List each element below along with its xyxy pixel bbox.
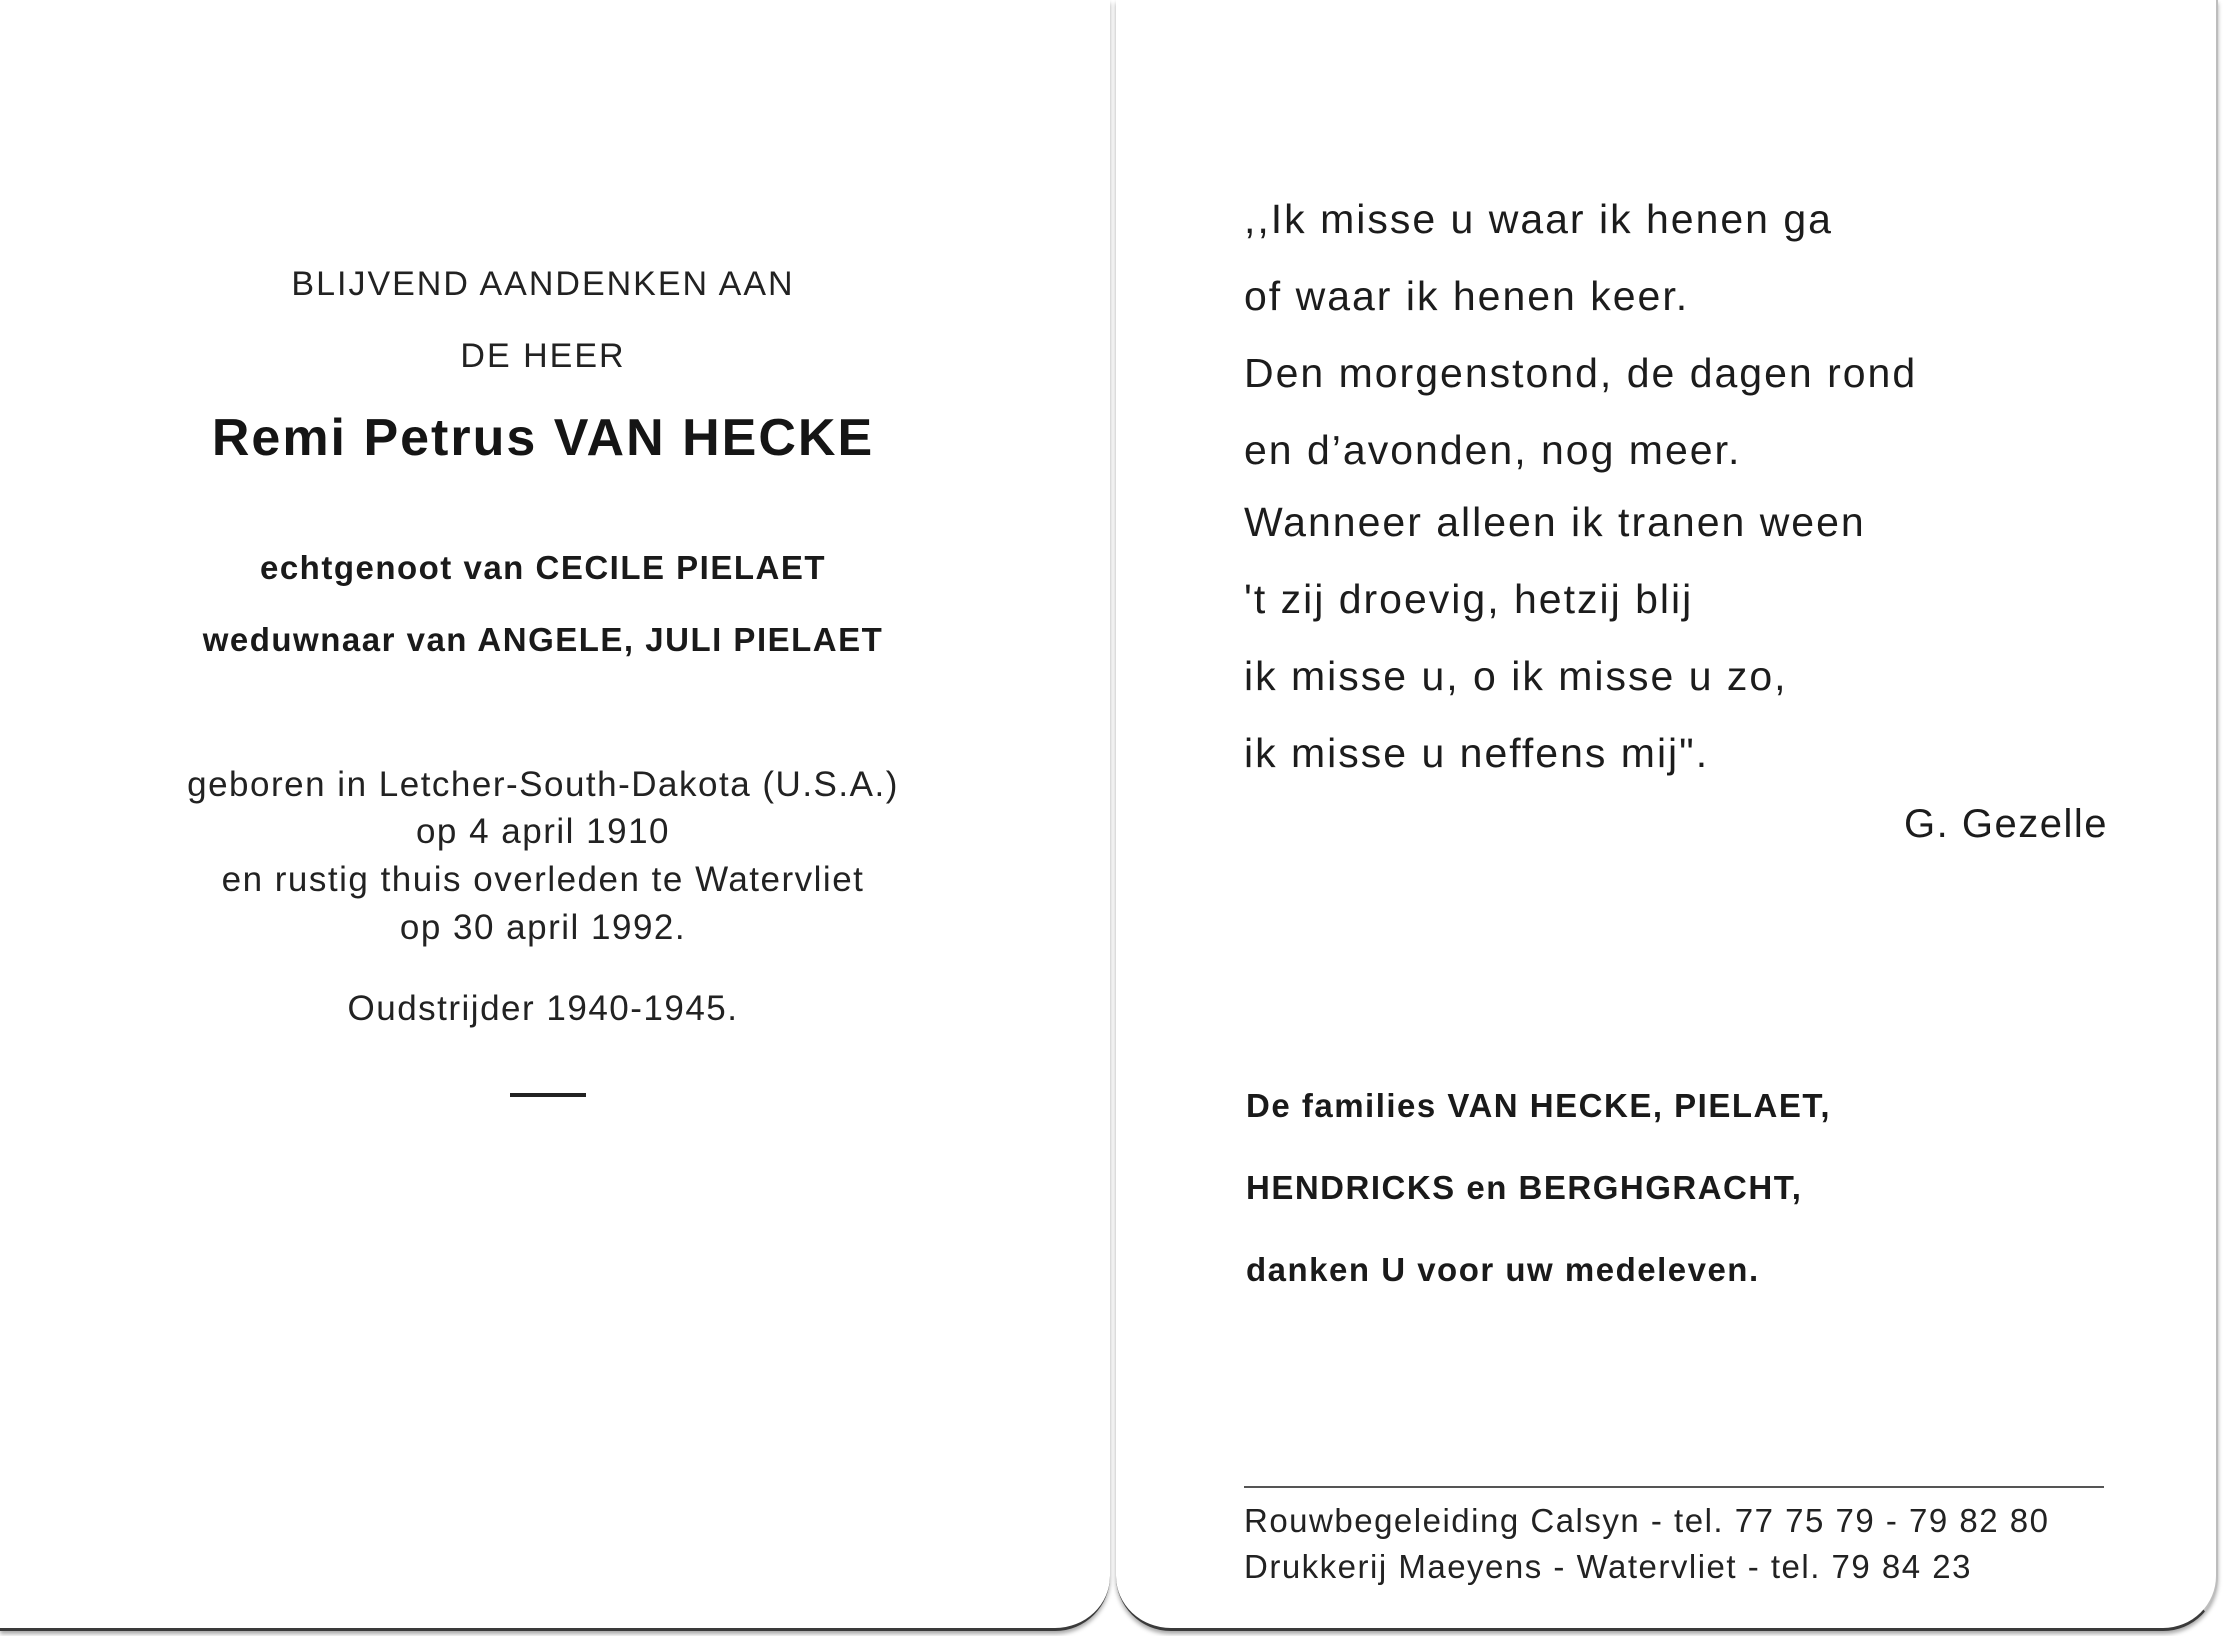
deceased-name: Remi Petrus VAN HECKE bbox=[211, 409, 875, 467]
divider-dash bbox=[510, 1093, 586, 1097]
left-card bbox=[0, 0, 1110, 1631]
poem-line: ik misse u, o ik misse u zo, bbox=[1244, 653, 1788, 699]
veteran-line: Oudstrijder 1940-1945. bbox=[347, 989, 739, 1028]
poem-line: ik misse u neffens mij". bbox=[1244, 730, 1710, 776]
funeral-service-credit: Rouwbegeleiding Calsyn - tel. 77 75 79 - 79 82 80 bbox=[1244, 1502, 2050, 1539]
footer-rule bbox=[1244, 1486, 2104, 1488]
memorial-heading: BLIJVEND AANDENKEN AAN bbox=[291, 265, 795, 303]
spouse-line: echtgenoot van CECILE PIELAET bbox=[259, 549, 827, 586]
thanks-line: HENDRICKS en BERGHGRACHT, bbox=[1246, 1169, 1803, 1206]
poem-line: Den morgenstond, de dagen rond bbox=[1244, 350, 1918, 396]
poem-line: Wanneer alleen ik tranen ween bbox=[1244, 499, 1866, 545]
thanks-line: De families VAN HECKE, PIELAET, bbox=[1246, 1087, 1832, 1124]
widower-line: weduwnaar van ANGELE, JULI PIELAET bbox=[202, 621, 884, 658]
poem-line: 't zij droevig, hetzij blij bbox=[1244, 576, 1694, 622]
title-heading: DE HEER bbox=[460, 337, 626, 375]
death-place: en rustig thuis overleden te Watervliet bbox=[221, 860, 865, 899]
printer-credit: Drukkerij Maeyens - Watervliet - tel. 79 84 23 bbox=[1244, 1548, 1973, 1585]
poem-line: of waar ik henen keer. bbox=[1244, 273, 1690, 319]
birth-date: op 4 april 1910 bbox=[415, 812, 671, 851]
birth-place: geboren in Letcher-South-Dakota (U.S.A.) bbox=[187, 765, 899, 804]
poem-author: G. Gezelle bbox=[1904, 802, 2108, 846]
poem-line: ,,Ik misse u waar ik henen ga bbox=[1244, 196, 1833, 242]
thanks-line: danken U voor uw medeleven. bbox=[1246, 1251, 1760, 1288]
poem-line: en d’avonden, nog meer. bbox=[1244, 427, 1742, 473]
death-date: op 30 april 1992. bbox=[399, 908, 687, 947]
